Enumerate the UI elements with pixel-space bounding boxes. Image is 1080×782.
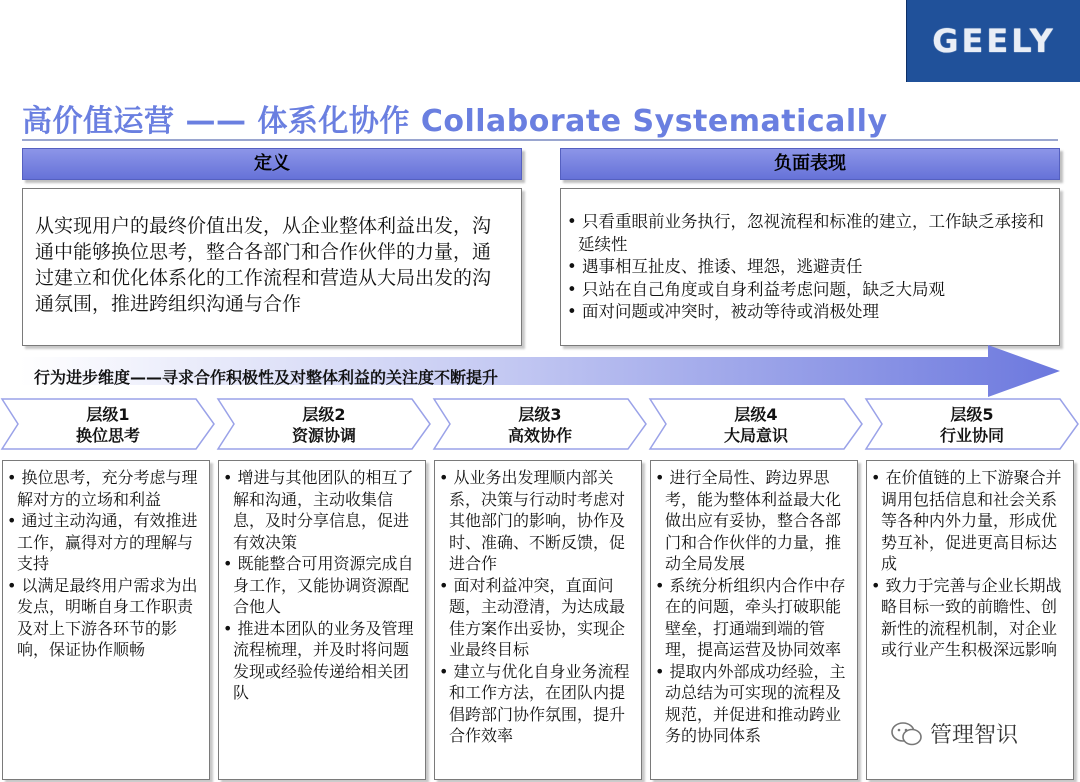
list-item: • 进行全局性、跨边界思考，能为整体利益最大化做出应有妥协，整合各部门和合作伙伴的力量，推动全局发展 bbox=[655, 468, 842, 573]
list-item: • 以满足最终用户需求为出发点，明晰自身工作职责及对上下游各环节的影响，保证协作顺畅 bbox=[7, 575, 198, 659]
level-1-label bbox=[18, 404, 198, 446]
negative-item: • 只看重眼前业务执行，忽视流程和标准的建立，工作缺乏承接和延续性 bbox=[567, 212, 1044, 254]
list-item: • 增进与其他团队的相互了解和沟通，主动收集信息，及时分享信息，促进有效决策 bbox=[223, 468, 414, 552]
list-item: • 从业务出发理顺内部关系，决策与行动时考虑对其他部门的影响，协作及时、准确、不断反馈，促进合作 bbox=[439, 468, 626, 573]
level-4-label bbox=[666, 404, 846, 446]
level-number: 层级3 bbox=[518, 405, 562, 424]
negative-header: 负面表现 bbox=[560, 148, 1060, 180]
level-number: 层级4 bbox=[734, 405, 778, 424]
page-title: 高价值运营 —— 体系化协作 Collaborate Systematically bbox=[22, 104, 888, 139]
level-1-box bbox=[2, 460, 210, 780]
negative-list bbox=[561, 189, 1059, 324]
level-2-box bbox=[218, 460, 426, 780]
level-3-label bbox=[450, 404, 630, 446]
logo-text: GEELY bbox=[932, 22, 1056, 60]
list-item: • 推进本团队的业务及管理流程梳理，并及时将问题发现或经验传递给相关团队 bbox=[223, 618, 414, 702]
level-name: 行业协同 bbox=[939, 426, 1004, 445]
wechat-icon bbox=[890, 720, 924, 748]
list-item: • 在价值链的上下游聚合并调用包括信息和社会关系等各种内外力量，形成优势互补，促进更高目标达成 bbox=[871, 468, 1062, 573]
list-item: • 面对利益冲突，直面问题，主动澄清，为达成最佳方案作出妥协，实现企业最终目标 bbox=[439, 575, 626, 659]
list-item: • 建立与优化自身业务流程和工作方法，在团队内提倡跨部门协作氛围，提升合作效率 bbox=[439, 661, 630, 745]
negative-item: • 只站在自己角度或自身利益考虑问题，缺乏大局观 bbox=[567, 279, 945, 299]
list-item: • 换位思考，充分考虑与理解对方的立场和利益 bbox=[7, 468, 198, 509]
definition-header: 定义 bbox=[22, 148, 522, 180]
list-item: • 既能整合可用资源完成自身工作，又能协调资源配合他人 bbox=[223, 554, 414, 616]
list-item: • 系统分析组织内合作中存在的问题，牵头打破职能壁垒，打通端到端的管理，提高运营及协同效率 bbox=[655, 575, 846, 659]
list-item: • 提取内外部成功经验，主动总结为可实现的流程及规范，并促进和推动跨业务的协同体系 bbox=[655, 661, 846, 745]
negative-item: • 面对问题或冲突时，被动等待或消极处理 bbox=[567, 302, 879, 321]
definition-text: 从实现用户的最终价值出发，从企业整体利益出发，沟通中能够换位思考，整合各部门和合作伙伴的力量，通过建立和优化体系化的工作流程和营造从大局出发的沟通氛围，推进跨组织沟通与合作 bbox=[35, 215, 492, 315]
level-name: 资源协调 bbox=[291, 426, 356, 445]
level-number: 层级1 bbox=[86, 405, 130, 424]
definition-box bbox=[22, 188, 522, 346]
list-item: • 致力于完善与企业长期战略目标一致的前瞻性、创新性的流程机制，对企业或行业产生积极深远影响 bbox=[871, 575, 1062, 659]
title-divider bbox=[22, 139, 1058, 141]
level-4-box bbox=[650, 460, 858, 780]
level-name: 高效协作 bbox=[507, 426, 572, 445]
level-2-label bbox=[234, 404, 414, 446]
negative-item: • 遇事相互扯皮、推诿、埋怨，逃避责任 bbox=[567, 257, 863, 276]
geely-logo bbox=[906, 0, 1080, 82]
level-number: 层级2 bbox=[302, 405, 346, 424]
negative-box bbox=[560, 188, 1060, 346]
level-name: 换位思考 bbox=[75, 426, 140, 445]
level-number: 层级5 bbox=[950, 405, 994, 424]
level-3-box bbox=[434, 460, 642, 780]
list-item: • 通过主动沟通，有效推进工作，赢得对方的理解与支持 bbox=[7, 511, 198, 573]
level-name: 大局意识 bbox=[723, 426, 788, 445]
watermark-text: 管理智识 bbox=[930, 723, 1019, 748]
level-5-label bbox=[882, 404, 1062, 446]
progress-arrow-label: 行为进步维度——寻求合作积极性及对整体利益的关注度不断提升 bbox=[34, 368, 499, 387]
